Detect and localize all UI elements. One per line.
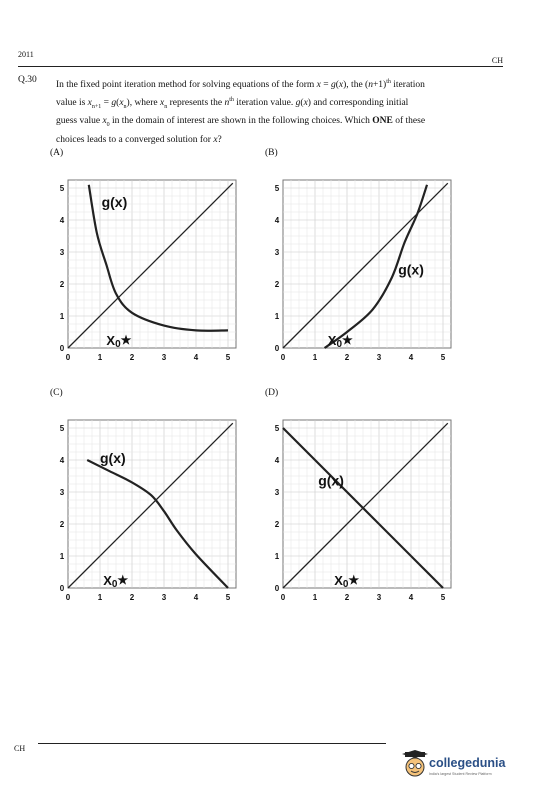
g-x-curve-label: g(x)	[101, 194, 128, 211]
x0-marker-label: X0★	[334, 572, 360, 590]
question-text	[56, 75, 504, 147]
y-tick-label: 1	[274, 312, 280, 321]
paper-code-header: CH	[491, 56, 503, 65]
exam-year: 2011	[18, 50, 34, 59]
y-tick-label: 4	[59, 216, 65, 225]
footer-rule	[38, 743, 386, 744]
y-tick-label: 1	[274, 552, 280, 561]
paper-code-footer: CH	[14, 744, 26, 753]
question-line-2: value is $x_{n+1} = g(x_n)$, where $x_n$ represents the $n^{th}$ iteration value. g(x) and corresponding initial	[56, 96, 409, 110]
y-tick-label: 4	[274, 456, 280, 465]
y-tick-label: 4	[274, 216, 280, 225]
x-tick-label: 0	[65, 593, 71, 602]
option-d[interactable]	[265, 388, 465, 617]
question-line-3: guess value $x_0$ in the domain of interest are shown in the following choices. Which ONE of these	[56, 116, 426, 129]
option-a[interactable]	[50, 148, 250, 377]
x-tick-label: 3	[161, 353, 167, 362]
x-tick-label: 1	[312, 353, 318, 362]
option-graph	[265, 402, 465, 617]
x-tick-label: 5	[225, 353, 231, 362]
y-tick-label: 1	[59, 552, 65, 561]
y-tick-label: 2	[59, 520, 65, 529]
x0-marker-label: X0★	[327, 332, 353, 350]
x-tick-label: 1	[312, 593, 318, 602]
x-tick-label: 4	[408, 593, 414, 602]
x-tick-label: 5	[440, 353, 446, 362]
y-tick-label: 1	[59, 312, 65, 321]
x-tick-label: 0	[280, 353, 286, 362]
x-tick-label: 2	[129, 593, 135, 602]
y-tick-label: 3	[59, 488, 65, 497]
g-x-curve-label: g(x)	[318, 472, 344, 489]
y-tick-label: 2	[274, 520, 280, 529]
y-tick-label: 5	[274, 184, 280, 193]
option-c[interactable]	[50, 388, 250, 617]
x-tick-label: 3	[376, 353, 382, 362]
y-tick-label: 2	[274, 280, 280, 289]
option-graph	[50, 402, 250, 617]
question-line-4: choices leads to a converged solution for x?	[56, 134, 222, 145]
g-x-curve-label: g(x)	[100, 450, 126, 467]
x-tick-label: 1	[97, 353, 103, 362]
y-tick-label: 3	[274, 248, 280, 257]
option-b[interactable]	[265, 148, 465, 377]
question-line-1: In the fixed point iteration method for solving equations of the form x = g(x), the $(n+1)^{th}$ iteration	[56, 79, 425, 91]
y-tick-label: 3	[59, 248, 65, 257]
x-tick-label: 3	[376, 593, 382, 602]
x-tick-label: 5	[225, 593, 231, 602]
collegedunia-logo-text: collegedunia	[429, 756, 506, 770]
y-tick-label: 5	[59, 424, 65, 433]
y-equals-x-line	[68, 423, 233, 588]
y-tick-label: 4	[59, 456, 65, 465]
y-tick-label: 0	[274, 344, 280, 353]
header-rule	[18, 66, 503, 67]
x-tick-label: 3	[161, 593, 167, 602]
y-tick-label: 0	[274, 584, 280, 593]
x-tick-label: 2	[129, 353, 135, 362]
y-tick-label: 0	[59, 344, 65, 353]
x0-marker-label: X0★	[106, 332, 132, 350]
question-number: Q.30	[18, 75, 37, 85]
x0-marker-label: X0★	[103, 572, 129, 590]
y-tick-label: 2	[59, 280, 65, 289]
g-x-curve-label: g(x)	[398, 261, 424, 278]
option-label: (A)	[50, 148, 64, 158]
collegedunia-tagline: India's largest Student Review Platform	[429, 772, 492, 776]
y-tick-label: 0	[59, 584, 65, 593]
x-tick-label: 4	[193, 593, 199, 602]
option-label: (D)	[265, 388, 279, 398]
x-tick-label: 0	[65, 353, 71, 362]
y-tick-label: 3	[274, 488, 280, 497]
x-tick-label: 4	[408, 353, 414, 362]
x-tick-label: 5	[440, 593, 446, 602]
x-tick-label: 0	[280, 593, 286, 602]
option-label: (B)	[265, 148, 278, 158]
option-label: (C)	[50, 388, 63, 398]
y-tick-label: 5	[274, 424, 280, 433]
option-graph	[265, 162, 465, 377]
option-graph	[50, 162, 250, 377]
collegedunia-logo-icon	[402, 750, 428, 785]
y-tick-label: 5	[59, 184, 65, 193]
x-tick-label: 1	[97, 593, 103, 602]
x-tick-label: 2	[344, 353, 350, 362]
x-tick-label: 2	[344, 593, 350, 602]
x-tick-label: 4	[193, 353, 199, 362]
y-equals-x-line	[283, 423, 448, 588]
